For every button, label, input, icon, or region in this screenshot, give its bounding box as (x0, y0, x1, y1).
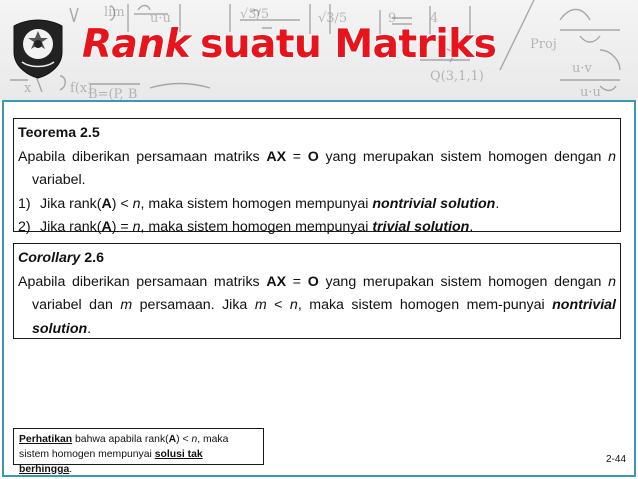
svg-text:B=(P, B: B=(P, B (88, 87, 138, 100)
theorem-box (13, 118, 621, 235)
theorem-heading: Teorema 2.5 (18, 125, 100, 141)
theorem-item-1: 1) Jika rank(A) < n, maka sistem homogen mempunyai nontrivial solution. (18, 195, 500, 212)
slide-title (82, 22, 496, 67)
svg-text:lim: lim (104, 5, 125, 20)
corollary-box (13, 243, 621, 339)
page-number: 2-44 (605, 454, 626, 465)
svg-text:Q(3,1,1): Q(3,1,1) (430, 69, 484, 84)
svg-text:u·v: u·v (572, 61, 592, 76)
title-italic-word: Rank (82, 22, 191, 67)
svg-text:√3/5: √3/5 (318, 11, 348, 26)
title-rest: suatu Matriks (200, 22, 497, 67)
university-logo-icon (10, 18, 66, 80)
corollary-text: Apabila diberikan persamaan matriks AX = O yang merupakan sistem homogen dengan n variabel dan m persamaan. Jika m < n, maka sistem homogen mem-punyai nontrivial solution. (18, 273, 616, 337)
theorem-intro: Apabila diberikan persamaan matriks AX = O yang merupakan sistem homogen dengan n variabel. (18, 148, 616, 188)
note-box: Perhatikan bahwa apabila rank(A) < n, maka sistem homogen mempunyai solusi tak berhingga. (13, 428, 264, 465)
theorem-item-2: 2) Jika rank(A) = n, maka sistem homogen mempunyai trivial solution. (18, 219, 474, 235)
svg-text:f(x): f(x) (70, 81, 93, 96)
svg-text:u·u: u·u (580, 85, 601, 100)
corollary-heading: Corollary 2.6 (18, 250, 104, 266)
svg-text:Proj: Proj (530, 37, 557, 52)
note-emphasis: solusi tak berhingga (19, 449, 203, 475)
note-lead: Perhatikan (19, 434, 73, 445)
header-banner (0, 0, 638, 100)
svg-text:x: x (24, 81, 32, 96)
svg-text:9: 9 (388, 11, 397, 26)
svg-text:u·u: u·u (150, 11, 171, 26)
svg-text:4: 4 (430, 11, 439, 26)
svg-text:√3/5: √3/5 (240, 7, 270, 22)
